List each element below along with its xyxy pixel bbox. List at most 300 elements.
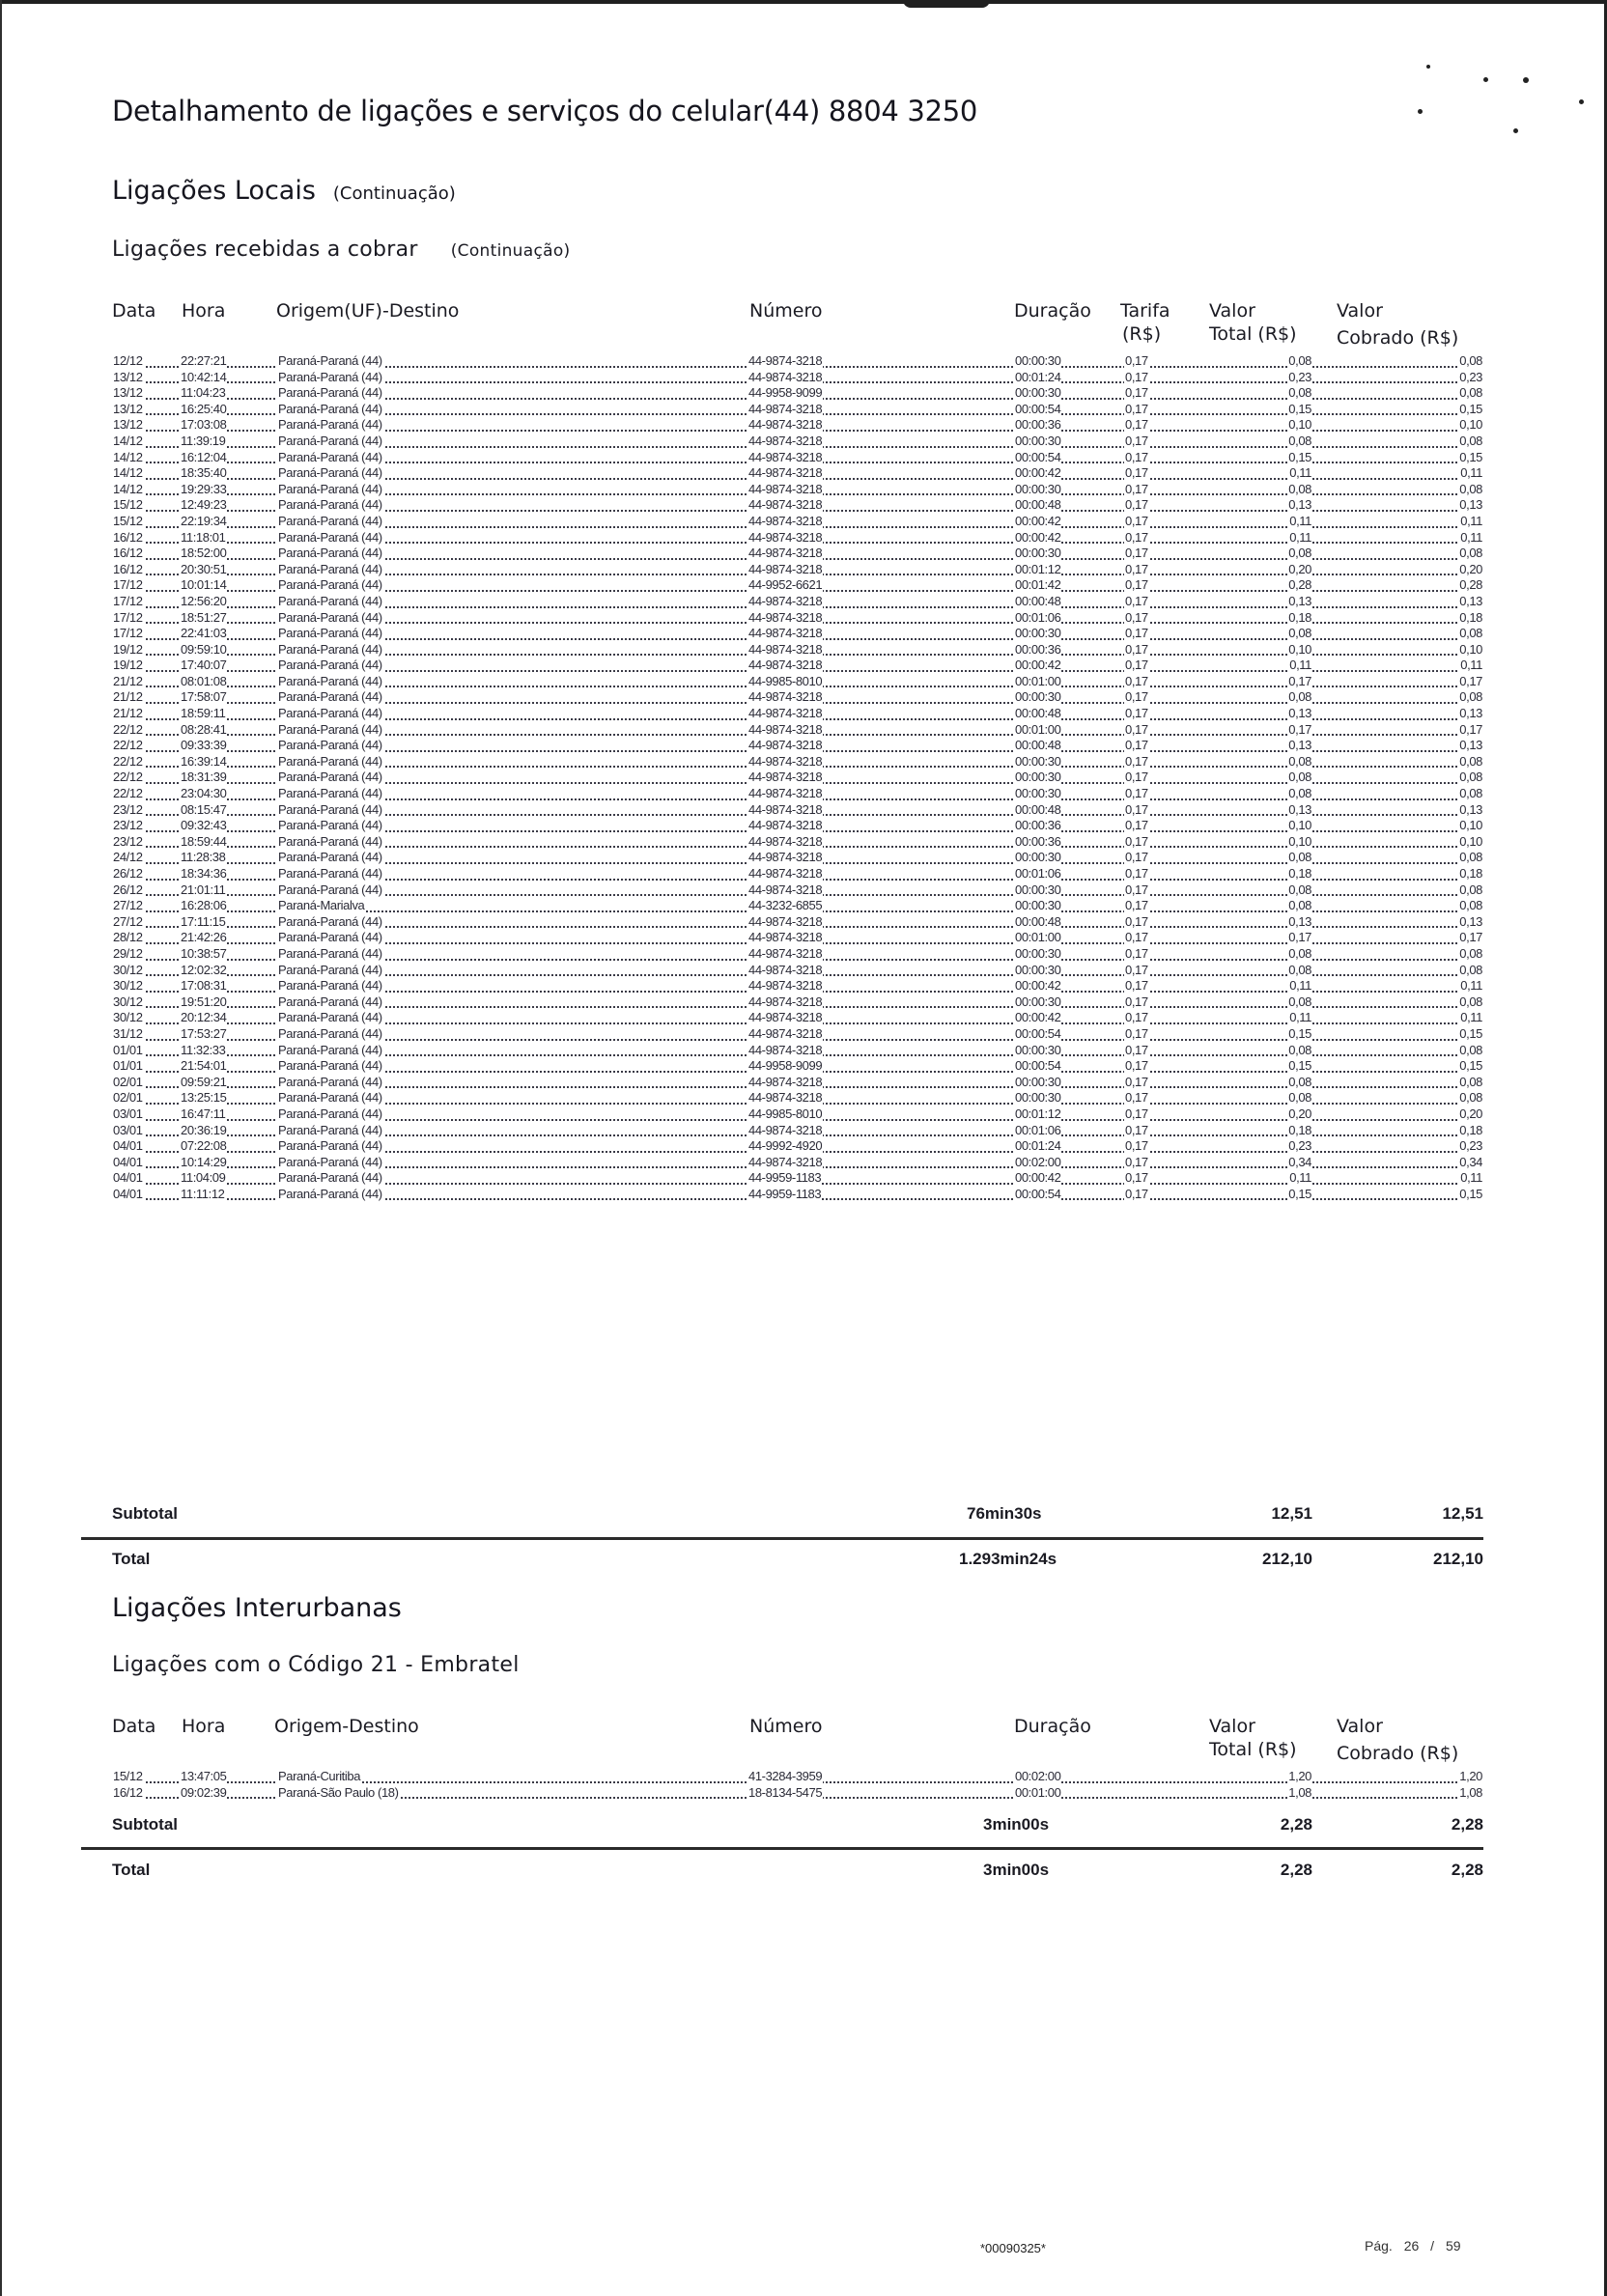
cell-origem-destino: Paraná-Paraná (44)	[278, 529, 382, 545]
cell-hora: 18:35:40	[181, 465, 227, 481]
cell-duracao: 00:00:54	[1015, 1186, 1061, 1201]
total-label: Total	[112, 1861, 151, 1879]
cell-numero: 44-9874-3218	[748, 593, 823, 608]
subtotal-row-interurbanas	[112, 1815, 1483, 1836]
col-header-data: Data	[112, 1716, 156, 1737]
cell-numero: 44-9874-3218	[748, 818, 823, 833]
cell-hora: 20:36:19	[181, 1122, 227, 1137]
cell-valor-cobrado: 0,13	[1459, 738, 1482, 753]
cell-origem-destino: Paraná-Paraná (44)	[278, 913, 382, 929]
cell-hora: 17:03:08	[181, 417, 227, 433]
cell-duracao: 00:00:36	[1015, 417, 1061, 433]
continuation-label: (Continuação)	[332, 183, 456, 204]
cell-valor-cobrado: 0,11	[1460, 1010, 1482, 1025]
cell-origem-destino: Paraná-Paraná (44)	[278, 513, 382, 528]
cell-duracao: 00:00:30	[1015, 994, 1061, 1009]
cell-origem-destino: Paraná-Paraná (44)	[278, 1025, 382, 1041]
subtotal-label: Subtotal	[112, 1504, 178, 1523]
subsection-title-recebidas-a-cobrar	[112, 238, 570, 262]
cell-duracao: 00:00:48	[1015, 497, 1061, 513]
cell-data: 13/12	[113, 385, 143, 401]
cell-duracao: 00:00:30	[1015, 786, 1061, 801]
cell-tarifa: 0,17	[1125, 833, 1148, 849]
cell-hora: 09:02:39	[181, 1784, 227, 1800]
subtotal-label: Subtotal	[112, 1815, 178, 1834]
cell-valor-total: 0,20	[1288, 561, 1311, 576]
cell-numero: 44-9874-3218	[748, 401, 823, 416]
table-row	[112, 353, 1483, 370]
cell-duracao: 00:00:42	[1015, 513, 1061, 528]
cell-valor-total: 0,17	[1288, 673, 1311, 688]
table-row	[112, 802, 1483, 819]
cell-tarifa: 0,17	[1125, 353, 1148, 368]
cell-valor-cobrado: 0,11	[1460, 513, 1482, 528]
cell-origem-destino: Paraná-Paraná (44)	[278, 1090, 382, 1106]
cell-data: 02/01	[113, 1090, 143, 1106]
cell-hora: 08:01:08	[181, 673, 227, 688]
cell-valor-total: 0,13	[1288, 497, 1311, 513]
cell-duracao: 00:00:30	[1015, 433, 1061, 448]
cell-valor-total: 0,18	[1288, 609, 1311, 625]
cell-origem-destino: Paraná-Paraná (44)	[278, 481, 382, 496]
col-header-valor-cobrado: Valor	[1337, 1716, 1383, 1737]
cell-valor-total: 0,11	[1289, 529, 1311, 545]
table-row	[112, 674, 1483, 690]
total-row-locais	[112, 1550, 1483, 1571]
cell-valor-total: 0,08	[1288, 898, 1311, 913]
cell-data: 16/12	[113, 529, 143, 545]
cell-valor-cobrado: 0,18	[1459, 1122, 1482, 1137]
cell-valor-total: 0,08	[1288, 385, 1311, 401]
cell-origem-destino: Paraná-Marialva	[278, 898, 365, 913]
cell-valor-total: 0,10	[1288, 641, 1311, 657]
cell-data: 01/01	[113, 1058, 143, 1074]
cell-valor-total: 0,18	[1288, 866, 1311, 881]
cell-data: 03/01	[113, 1106, 143, 1121]
cell-valor-cobrado: 0,11	[1460, 1170, 1482, 1186]
cell-tarifa: 0,17	[1125, 945, 1148, 961]
cell-data: 21/12	[113, 689, 143, 705]
table-row	[112, 706, 1483, 722]
col-header-data: Data	[112, 300, 156, 322]
cell-tarifa: 0,17	[1125, 626, 1148, 641]
cell-tarifa: 0,17	[1125, 962, 1148, 977]
cell-origem-destino: Paraná-Paraná (44)	[278, 1154, 382, 1169]
cell-data: 04/01	[113, 1154, 143, 1169]
cell-valor-cobrado: 0,20	[1459, 1106, 1482, 1121]
subtotal-valor-total: 2,28	[1280, 1815, 1312, 1834]
cell-hora: 09:59:21	[181, 1074, 227, 1089]
cell-duracao: 00:00:42	[1015, 465, 1061, 481]
cell-numero: 44-9874-3218	[748, 930, 823, 945]
page-current: 26 /	[1403, 2238, 1435, 2254]
col-header-duracao: Duração	[1014, 1716, 1091, 1737]
cell-numero: 44-9874-3218	[748, 833, 823, 849]
cell-data: 17/12	[113, 577, 143, 593]
cell-origem-destino: Paraná-Paraná (44)	[278, 546, 382, 561]
cell-numero: 44-9874-3218	[748, 721, 823, 737]
cell-tarifa: 0,17	[1125, 401, 1148, 416]
cell-numero: 44-9874-3218	[748, 786, 823, 801]
cell-duracao: 00:00:30	[1015, 1042, 1061, 1057]
cell-hora: 20:12:34	[181, 1010, 227, 1025]
cell-data: 19/12	[113, 658, 143, 673]
cell-duracao: 00:01:12	[1015, 561, 1061, 576]
cell-tarifa: 0,17	[1125, 1058, 1148, 1074]
cell-valor-total: 0,08	[1288, 850, 1311, 865]
table-row	[112, 963, 1483, 979]
table-row	[112, 465, 1483, 482]
cell-valor-cobrado: 0,08	[1459, 786, 1482, 801]
cell-valor-total: 0,15	[1288, 1058, 1311, 1074]
cell-valor-total: 0,08	[1288, 626, 1311, 641]
cell-duracao: 00:00:48	[1015, 706, 1061, 721]
cell-hora: 09:33:39	[181, 738, 227, 753]
table-row	[112, 834, 1483, 851]
cell-duracao: 00:01:06	[1015, 1122, 1061, 1137]
cell-numero: 44-9874-3218	[748, 945, 823, 961]
cell-data: 16/12	[113, 561, 143, 576]
cell-valor-cobrado: 0,08	[1459, 433, 1482, 448]
cell-valor-total: 0,34	[1288, 1154, 1311, 1169]
cell-duracao: 00:00:30	[1015, 1074, 1061, 1089]
cell-numero: 44-9959-1183	[748, 1186, 822, 1201]
cell-valor-total: 0,08	[1288, 994, 1311, 1009]
cell-duracao: 00:00:30	[1015, 882, 1061, 897]
cell-valor-cobrado: 0,15	[1459, 1025, 1482, 1041]
cell-numero: 44-9874-3218	[748, 609, 823, 625]
cell-valor-cobrado: 0,13	[1459, 706, 1482, 721]
table-body-interurbanas	[112, 1769, 1483, 1801]
table-row	[112, 1058, 1483, 1075]
cell-duracao: 00:00:54	[1015, 1058, 1061, 1074]
table-row	[112, 1785, 1483, 1802]
cell-tarifa: 0,17	[1125, 1122, 1148, 1137]
total-valor-total: 212,10	[1262, 1550, 1312, 1568]
cell-numero: 44-9874-3218	[748, 1042, 823, 1057]
cell-origem-destino: Paraná-Paraná (44)	[278, 818, 382, 833]
col-header-valor-cobrado-unit: Cobrado (R$)	[1337, 1743, 1459, 1764]
cell-duracao: 00:00:48	[1015, 593, 1061, 608]
cell-numero: 44-9874-3218	[748, 882, 823, 897]
cell-duracao: 00:00:30	[1015, 770, 1061, 785]
table-row	[112, 1170, 1483, 1187]
cell-numero: 44-9874-3218	[748, 353, 823, 368]
cell-data: 22/12	[113, 753, 143, 769]
table-row	[112, 850, 1483, 866]
cell-valor-total: 0,17	[1288, 721, 1311, 737]
cell-duracao: 00:01:00	[1015, 673, 1061, 688]
cell-origem-destino: Paraná-Paraná (44)	[278, 369, 382, 384]
cell-valor-total: 0,08	[1288, 882, 1311, 897]
cell-valor-total: 0,08	[1288, 1090, 1311, 1106]
table-row	[112, 1769, 1483, 1785]
table-row	[112, 978, 1483, 994]
cell-numero: 44-9874-3218	[748, 417, 823, 433]
cell-numero: 44-9874-3218	[748, 641, 823, 657]
cell-valor-total: 0,13	[1288, 706, 1311, 721]
cell-tarifa: 0,17	[1125, 593, 1148, 608]
cell-origem-destino: Paraná-Paraná (44)	[278, 385, 382, 401]
cell-numero: 44-9874-3218	[748, 738, 823, 753]
cell-origem-destino: Paraná-Paraná (44)	[278, 1138, 382, 1154]
cell-hora: 18:34:36	[181, 866, 227, 881]
cell-duracao: 00:00:42	[1015, 529, 1061, 545]
cell-duracao: 00:00:30	[1015, 850, 1061, 865]
cell-valor-total: 0,11	[1289, 465, 1311, 481]
cell-numero: 44-9874-3218	[748, 658, 823, 673]
cell-numero: 44-9874-3218	[748, 1154, 823, 1169]
cell-valor-cobrado: 0,08	[1459, 1074, 1482, 1089]
cell-origem-destino: Paraná-Paraná (44)	[278, 449, 382, 464]
cell-hora: 11:28:38	[181, 850, 226, 865]
cell-valor-cobrado: 0,08	[1459, 850, 1482, 865]
table-row	[112, 1075, 1483, 1091]
cell-hora: 18:52:00	[181, 546, 227, 561]
cell-hora: 21:54:01	[181, 1058, 227, 1074]
section-title-interurbanas	[112, 1593, 402, 1623]
cell-hora: 16:47:11	[181, 1106, 226, 1121]
cell-data: 27/12	[113, 898, 143, 913]
cell-data: 03/01	[113, 1122, 143, 1137]
cell-hora: 13:47:05	[181, 1769, 227, 1783]
cell-valor-total: 0,13	[1288, 593, 1311, 608]
cell-valor-total: 0,23	[1288, 369, 1311, 384]
cell-hora: 22:19:34	[181, 513, 227, 528]
cell-tarifa: 0,17	[1125, 994, 1148, 1009]
cell-data: 04/01	[113, 1170, 143, 1186]
table-header-interurbanas	[112, 1715, 1483, 1769]
col-header-origem: Origem-Destino	[274, 1716, 419, 1737]
scan-dot	[1426, 65, 1430, 69]
col-header-hora: Hora	[182, 300, 226, 322]
cell-valor-total: 0,28	[1288, 577, 1311, 593]
cell-tarifa: 0,17	[1125, 1090, 1148, 1106]
table-row	[112, 1010, 1483, 1026]
table-row	[112, 946, 1483, 963]
total-valor-cobrado: 212,10	[1433, 1550, 1483, 1568]
table-row	[112, 1106, 1483, 1123]
cell-valor-cobrado: 0,08	[1459, 353, 1482, 368]
cell-numero: 44-3232-6855	[748, 898, 823, 913]
cell-duracao: 00:00:30	[1015, 385, 1061, 401]
cell-hora: 11:04:09	[181, 1170, 226, 1186]
cell-data: 30/12	[113, 994, 143, 1009]
cell-hora: 18:59:11	[181, 706, 226, 721]
cell-tarifa: 0,17	[1125, 1042, 1148, 1057]
total-row-interurbanas	[112, 1861, 1483, 1882]
cell-origem-destino: Paraná-Paraná (44)	[278, 577, 382, 593]
cell-hora: 17:40:07	[181, 658, 227, 673]
cell-origem-destino: Paraná-Paraná (44)	[278, 417, 382, 433]
page-number	[1365, 2238, 1461, 2254]
section-title-locais	[112, 176, 456, 206]
cell-numero: 44-9874-3218	[748, 513, 823, 528]
cell-valor-total: 0,08	[1288, 689, 1311, 705]
cell-hora: 17:08:31	[181, 978, 227, 994]
table-row	[112, 370, 1483, 386]
cell-valor-cobrado: 0,13	[1459, 801, 1482, 817]
cell-data: 01/01	[113, 1042, 143, 1057]
cell-duracao: 00:00:36	[1015, 641, 1061, 657]
cell-valor-total: 0,18	[1288, 1122, 1311, 1137]
cell-valor-total: 0,13	[1288, 913, 1311, 929]
cell-numero: 44-9992-4920	[748, 1138, 823, 1154]
col-header-duracao: Duração	[1014, 300, 1091, 322]
cell-hora: 19:51:20	[181, 994, 227, 1009]
cell-tarifa: 0,17	[1125, 513, 1148, 528]
cell-valor-total: 1,20	[1288, 1769, 1311, 1783]
cell-valor-cobrado: 0,10	[1459, 833, 1482, 849]
col-header-valor-cobrado: Valor	[1337, 300, 1383, 322]
table-row	[112, 514, 1483, 530]
cell-tarifa: 0,17	[1125, 1154, 1148, 1169]
cell-origem-destino: Paraná-Paraná (44)	[278, 721, 382, 737]
subtotal-duracao: 76min30s	[967, 1504, 1042, 1523]
cell-valor-cobrado: 0,13	[1459, 913, 1482, 929]
subtotal-duracao: 3min00s	[983, 1815, 1050, 1834]
cell-tarifa: 0,17	[1125, 1186, 1148, 1201]
cell-data: 22/12	[113, 738, 143, 753]
cell-valor-cobrado: 0,13	[1459, 593, 1482, 608]
cell-valor-cobrado: 0,15	[1459, 449, 1482, 464]
cell-data: 16/12	[113, 546, 143, 561]
cell-hora: 21:01:11	[181, 882, 226, 897]
cell-valor-total: 0,08	[1288, 433, 1311, 448]
subtotal-valor-cobrado: 2,28	[1451, 1815, 1483, 1834]
table-row	[112, 482, 1483, 498]
cell-valor-cobrado: 0,17	[1459, 673, 1482, 688]
cell-data: 15/12	[113, 513, 143, 528]
cell-numero: 44-9874-3218	[748, 706, 823, 721]
cell-numero: 44-9874-3218	[748, 962, 823, 977]
cell-numero: 44-9874-3218	[748, 770, 823, 785]
cell-valor-total: 0,08	[1288, 1042, 1311, 1057]
cell-origem-destino: Paraná-Paraná (44)	[278, 706, 382, 721]
cell-valor-total: 0,15	[1288, 1025, 1311, 1041]
total-label: Total	[112, 1550, 151, 1568]
cell-duracao: 00:00:54	[1015, 1025, 1061, 1041]
cell-tarifa: 0,17	[1125, 1170, 1148, 1186]
cell-tarifa: 0,17	[1125, 577, 1148, 593]
cell-valor-total: 0,08	[1288, 481, 1311, 496]
cell-numero: 44-9874-3218	[748, 497, 823, 513]
col-header-numero: Número	[749, 1716, 823, 1737]
cell-valor-cobrado: 1,20	[1459, 1769, 1482, 1783]
cell-tarifa: 0,17	[1125, 658, 1148, 673]
cell-valor-total: 0,11	[1289, 1170, 1311, 1186]
section-title-text: Ligações Locais	[112, 176, 316, 206]
cell-duracao: 00:00:30	[1015, 689, 1061, 705]
cell-data: 13/12	[113, 401, 143, 416]
cell-valor-cobrado: 0,10	[1459, 818, 1482, 833]
cell-origem-destino: Paraná-Paraná (44)	[278, 609, 382, 625]
cell-data: 13/12	[113, 369, 143, 384]
section-title-text: Ligações Interurbanas	[112, 1593, 402, 1623]
cell-data: 15/12	[113, 497, 143, 513]
cell-origem-destino: Paraná-São Paulo (18)	[278, 1784, 399, 1800]
table-row	[112, 610, 1483, 627]
table-row	[112, 434, 1483, 450]
scan-dot	[1523, 77, 1529, 83]
cell-duracao: 00:00:30	[1015, 353, 1061, 368]
cell-origem-destino: Paraná-Paraná (44)	[278, 770, 382, 785]
cell-duracao: 00:00:42	[1015, 978, 1061, 994]
cell-duracao: 00:00:36	[1015, 833, 1061, 849]
col-header-tarifa: Tarifa	[1120, 300, 1170, 322]
cell-origem-destino: Paraná-Paraná (44)	[278, 1042, 382, 1057]
cell-tarifa: 0,17	[1125, 706, 1148, 721]
cell-numero: 44-9985-8010	[748, 1106, 823, 1121]
cell-data: 29/12	[113, 945, 143, 961]
cell-tarifa: 0,17	[1125, 641, 1148, 657]
cell-hora: 11:39:19	[181, 433, 226, 448]
cell-valor-cobrado: 0,28	[1459, 577, 1482, 593]
cell-tarifa: 0,17	[1125, 1025, 1148, 1041]
cell-numero: 44-9874-3218	[748, 1074, 823, 1089]
cell-numero: 44-9874-3218	[748, 433, 823, 448]
cell-valor-cobrado: 0,08	[1459, 945, 1482, 961]
cell-data: 04/01	[113, 1186, 143, 1201]
cell-tarifa: 0,17	[1125, 546, 1148, 561]
cell-duracao: 00:00:42	[1015, 1010, 1061, 1025]
cell-hora: 10:01:14	[181, 577, 227, 593]
cell-data: 23/12	[113, 818, 143, 833]
cell-origem-destino: Paraná-Paraná (44)	[278, 994, 382, 1009]
cell-numero: 44-9874-3218	[748, 1025, 823, 1041]
cell-valor-total: 0,08	[1288, 945, 1311, 961]
cell-data: 14/12	[113, 481, 143, 496]
scan-dot	[1483, 77, 1488, 82]
cell-origem-destino: Paraná-Paraná (44)	[278, 673, 382, 688]
cell-numero: 44-9874-3218	[748, 801, 823, 817]
cell-tarifa: 0,17	[1125, 913, 1148, 929]
cell-valor-total: 1,08	[1288, 1784, 1311, 1800]
scan-dot	[1418, 109, 1423, 114]
cell-duracao: 00:01:24	[1015, 369, 1061, 384]
table-row	[112, 626, 1483, 642]
cell-data: 02/01	[113, 1074, 143, 1089]
cell-data: 12/12	[113, 353, 143, 368]
col-header-valor-total: Valor	[1209, 1716, 1255, 1737]
cell-duracao: 00:00:30	[1015, 546, 1061, 561]
cell-data: 26/12	[113, 882, 143, 897]
cell-data: 21/12	[113, 706, 143, 721]
cell-tarifa: 0,17	[1125, 882, 1148, 897]
table-row	[112, 417, 1483, 434]
cell-numero: 44-9874-3218	[748, 994, 823, 1009]
table-row	[112, 722, 1483, 739]
cell-duracao: 00:01:00	[1015, 1784, 1061, 1800]
cell-origem-destino: Paraná-Paraná (44)	[278, 593, 382, 608]
cell-origem-destino: Paraná-Paraná (44)	[278, 833, 382, 849]
subtotal-valor-total: 12,51	[1271, 1504, 1312, 1523]
cell-hora: 18:59:44	[181, 833, 227, 849]
cell-numero: 44-9958-9099	[748, 385, 823, 401]
cell-hora: 18:31:39	[181, 770, 227, 785]
cell-origem-destino: Paraná-Paraná (44)	[278, 465, 382, 481]
cell-numero: 44-9874-3218	[748, 978, 823, 994]
cell-data: 15/12	[113, 1769, 143, 1783]
cell-numero: 44-9874-3218	[748, 546, 823, 561]
table-row	[112, 497, 1483, 514]
subsection-title-text: Ligações com o Código 21 - Embratel	[112, 1653, 520, 1677]
cell-valor-total: 0,11	[1289, 513, 1311, 528]
table-row	[112, 994, 1483, 1011]
cell-numero: 44-9874-3218	[748, 753, 823, 769]
cell-duracao: 00:00:42	[1015, 658, 1061, 673]
cell-hora: 11:04:23	[181, 385, 226, 401]
